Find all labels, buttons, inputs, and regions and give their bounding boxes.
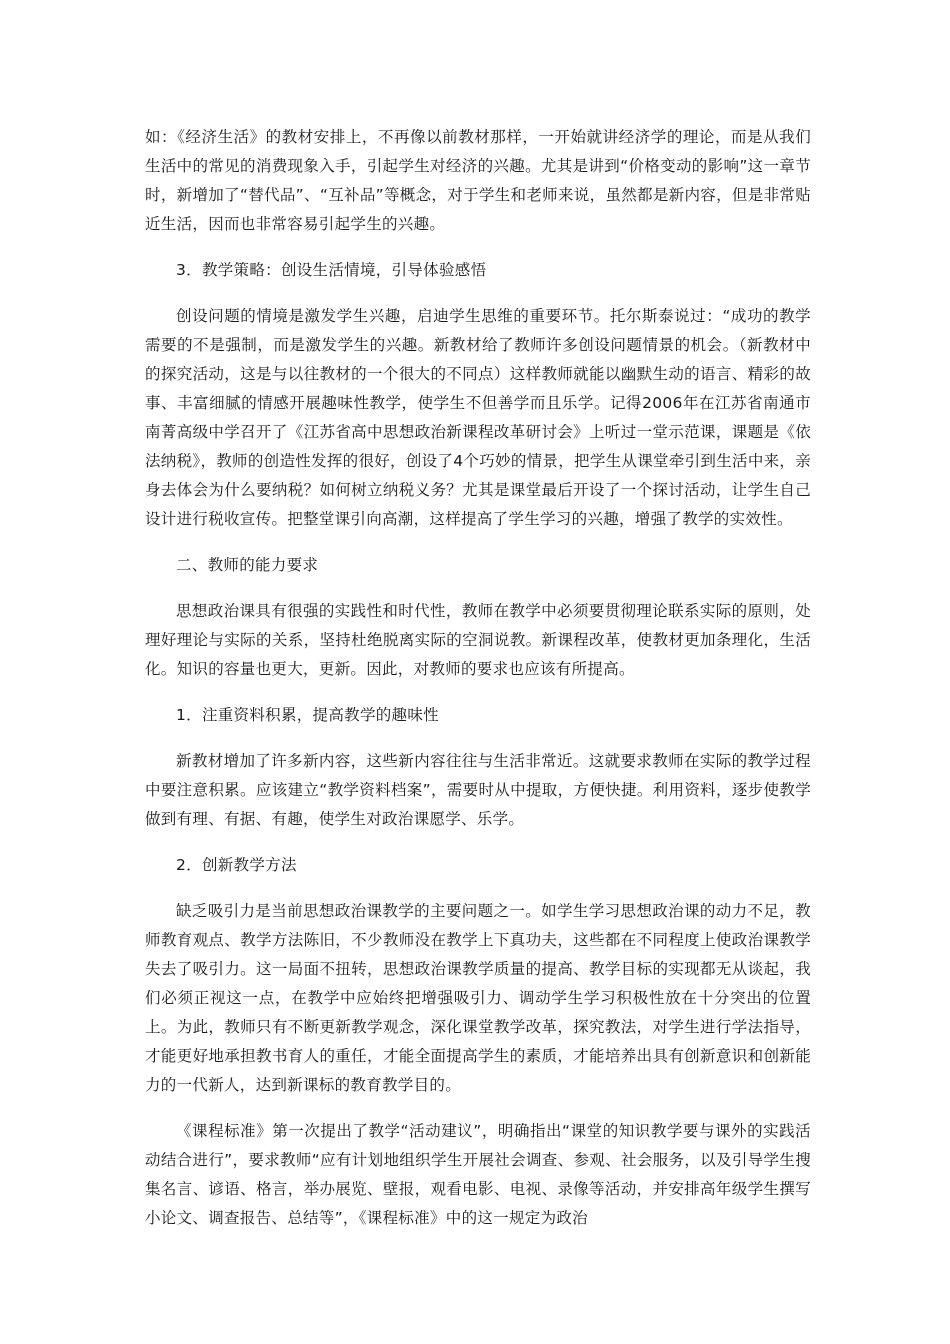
section-heading-material-accumulation: 1．注重资料积累，提高教学的趣味性 [176,706,439,724]
paragraph-problem-situation: 创设问题的情境是激发学生兴趣，启迪学生思维的重要环节。托尔斯泰说过：“成功的教学需要的不是强制，而是激发学生的兴趣。新教材给了教师许多创设问题情景的机会。（新教材中的探究活动，这是与以往教材的一个很大的不同点）这样教师就能以幽默生动的语言、精彩的故事、丰富细腻的情感开展趣味性教学，使学生不但善学而且乐学。记得2006年在江苏省南通市南菁高级中学召开了《江苏省高中思想政治新课程改革研讨会》上听过一堂示范课，课题是《依法纳税》，教师的创造性发挥的很好，创设了4个巧妙的情景，把学生从课堂牵引到生活中来，亲身去体会为什么要纳税？如何树立纳税义务？尤其是课堂最后开设了一个探讨活动，让学生自己设计进行税收宣传。把整堂课引向高潮，这样提高了学生学习的兴趣，增强了教学的实效性。 [145,307,812,528]
paragraph-new-content: 新教材增加了许多新内容，这些新内容往往与生活非常近。这就要求教师在实际的教学过程中要注意积累。应该建立“教学资料档案”，需要时从中提取，方便快捷。利用资料，逐步使教学做到有理、有据、有趣，使学生对政治课愿学、乐学。 [145,752,811,828]
paragraph-practicality: 思想政治课具有很强的实践性和时代性，教师在教学中必须要贯彻理论联系实际的原则，处理好理论与实际的关系，坚持杜绝脱离实际的空洞说教。新课程改革，使教材更加条理化，生活化。知识的容量也更大，更新。因此，对教师的要求也应该有所提高。 [145,602,811,678]
section-heading-teacher-ability: 二、教师的能力要求 [176,556,319,574]
paragraph-attractiveness: 缺乏吸引力是当前思想政治课教学的主要问题之一。如学生学习思想政治课的动力不足，教师教育观点、教学方法陈旧，不少教师没在教学上下真功夫，这些都在不同程度上使政治课教学失去了吸引力。这一局面不扭转，思想政治课教学质量的提高、教学目标的实现都无从谈起，我们必须正视这一点，在教学中应始终把增强吸引力、调动学生学习积极性放在十分突出的位置上。为此，教师只有不断更新教学观念，深化课堂教学改革，探究教法，对学生进行学法指导，才能更好地承担教书育人的重任，才能全面提高学生的素质，才能培养出具有创新意识和创新能力的一代新人，达到新课标的教育教学目的。 [145,902,811,1094]
paragraph-curriculum-standard: 《课程标准》第一次提出了教学“活动建议”，明确指出“课堂的知识教学要与课外的实践活动结合进行”，要求教师“应有计划地组织学生开展社会调查、参观、社会服务，以及引导学生搜集名言、谚语、格言，举办展览、壁报，观看电影、电视、录像等活动，并安排高年级学生撰写小论文、调查报告、总结等”，《课程标准》中的这一规定为政治 [145,1122,811,1227]
section-heading-teaching-strategy: 3．教学策略：创设生活情境，引导体验感悟 [176,261,487,279]
document-body [145,123,811,1250]
section-heading-innovative-methods: 2．创新教学方法 [176,856,297,874]
paragraph-continuation: 如：《经济生活》的教材安排上，不再像以前教材那样，一开始就讲经济学的理论，而是从我们生活中的常见的消费现象入手，引起学生对经济的兴趣。尤其是讲到“价格变动的影响”这一章节时，新增加了“替代品”、“互补品”等概念，对于学生和老师来说，虽然都是新内容，但是非常贴近生活，因而也非常容易引起学生的兴趣。 [145,128,811,233]
